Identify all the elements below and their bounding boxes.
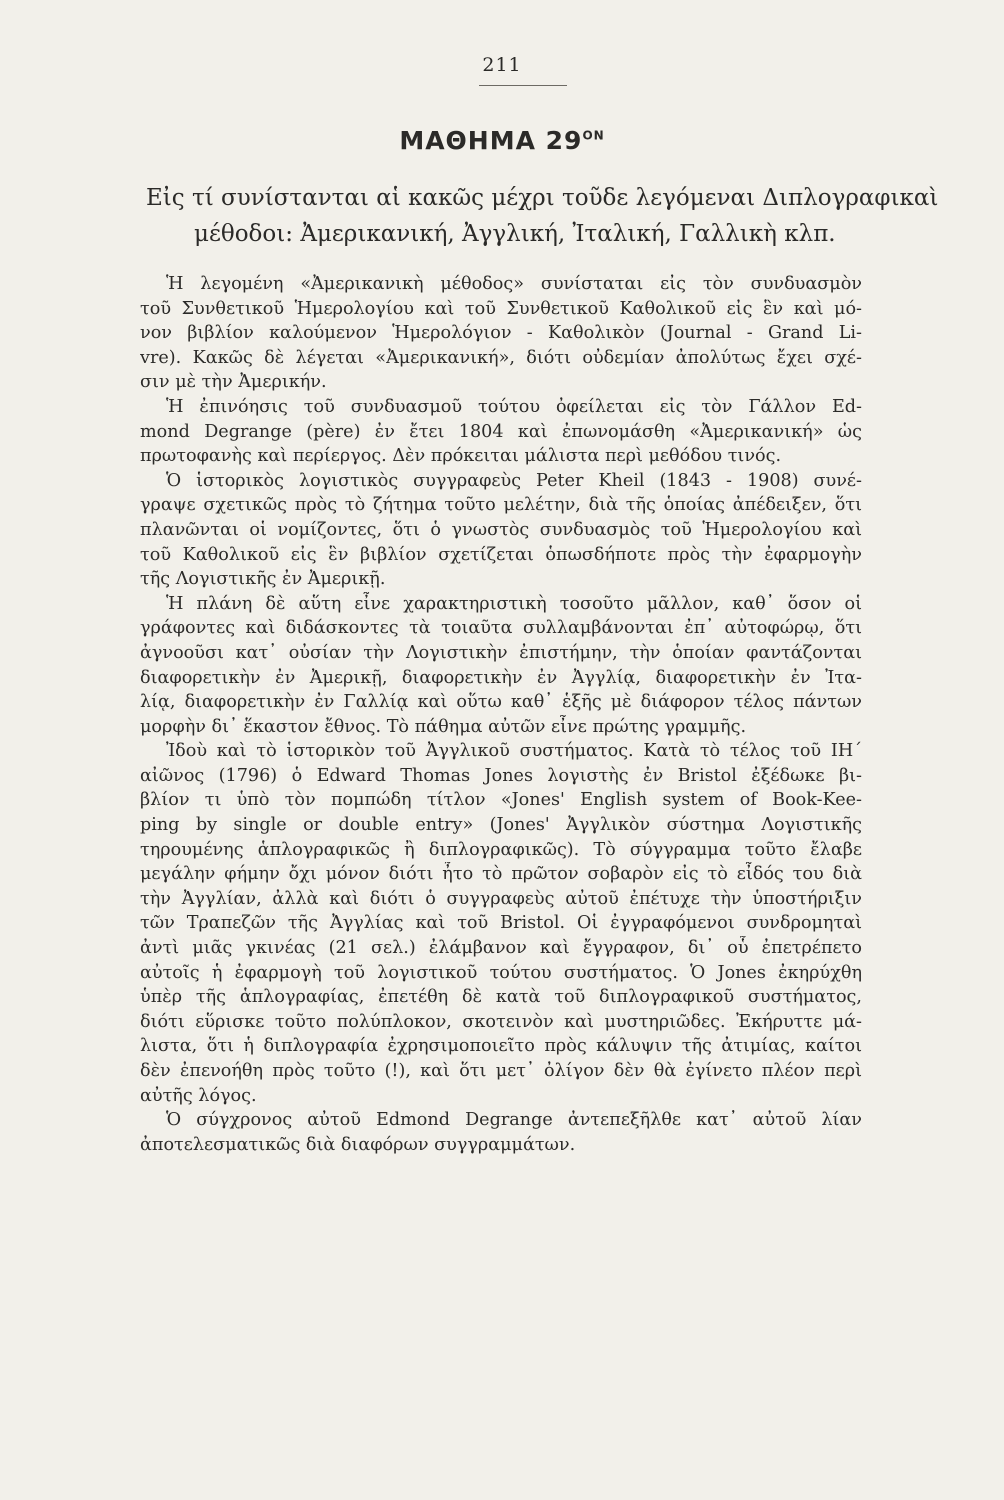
text-line: βλίον τι ὑπὸ τὸν πομπώδη τίτλον «Jones' English system of Book-Kee- <box>140 790 862 811</box>
text-line: Ἡ λεγομένη «Ἀμερικανικὴ μέθοδος» συνίσταται εἰς τὸν συνδυασμὸν <box>166 274 862 294</box>
page-number-underline <box>479 85 567 86</box>
text-line: Ὁ ἱστορικὸς λογιστικὸς συγγραφεὺς Peter Kheil (1843 - 1908) συνέ- <box>166 470 862 491</box>
text-line: γραψε σχετικῶς πρὸς τὸ ζήτημα τοῦτο μελέτην, διὰ τῆς ὁποίας ἀπέδειξεν, ὅτι <box>140 495 862 516</box>
text-line: Ἡ πλάνη δὲ αὕτη εἶνε χαρακτηριστικὴ τοσοῦτο μᾶλλον, καθ᾽ ὅσον οἱ <box>166 593 862 614</box>
body-text <box>140 272 862 1157</box>
text-line: αὐτοῖς ἡ ἐφαρμογὴ τοῦ λογιστικοῦ τούτου συστήματος. Ὁ Jones ἐκηρύχθη <box>140 962 862 983</box>
text-line: ἀγνοοῦσι κατ᾽ οὐσίαν τὴν Λογιστικὴν ἐπιστήμην, τὴν ὁποίαν φαντάζονται <box>140 642 862 663</box>
text-line: μεγάλην φήμην ὄχι μόνον διότι ἦτο τὸ πρῶτον σοβαρὸν εἰς τὸ εἶδός του διὰ <box>140 864 862 885</box>
text-line: λίᾳ, διαφορετικὴν ἐν Γαλλίᾳ καὶ οὕτω καθ᾽ ἑξῆς μὲ διάφορον τέλος πάντων <box>140 692 862 713</box>
text-line: πρωτοφανὴς καὶ περίεργος. Δὲν πρόκειται μάλιστα περὶ μεθόδου τινός. <box>140 446 782 467</box>
text-line: Ἰδοὺ καὶ τὸ ἱστορικὸν τοῦ Ἀγγλικοῦ συστήματος. Κατὰ τὸ τέλος τοῦ ΙΗ΄ <box>166 741 862 762</box>
text-line: τὴν Ἀγγλίαν, ἀλλὰ καὶ διότι ὁ συγγραφεὺς αὐτοῦ ἐπέτυχε τὴν ὑποστήριξιν <box>140 888 862 909</box>
text-line: ping by single or double entry» (Jones' Ἀγγλικὸν σύστημα Λογιστικῆς <box>140 815 862 836</box>
text-line: τηρουμένης ἁπλογραφικῶς ἢ διπλογραφικῶς). Τὸ σύγγραμμα τοῦτο ἔλαβε <box>140 839 862 860</box>
text-line: λιστα, ὅτι ἡ διπλογραφία ἐχρησιμοποιεῖτο πρὸς κάλυψιν τῆς ἀτιμίας, καίτοι <box>140 1036 862 1057</box>
lesson-title-superscript: ΟΝ <box>582 128 605 143</box>
lesson-title-text: ΜΑΘΗΜΑ 29 <box>399 126 583 155</box>
section-heading <box>146 180 939 252</box>
text-line: mond Degrange (père) ἐν ἔτει 1804 καὶ ἐπωνομάσθη «Ἀμερικανική» ὡς <box>140 421 862 442</box>
text-line: τοῦ Καθολικοῦ εἰς ἓν βιβλίον σχετίζεται ὁπωσδήποτε πρὸς τὴν ἐφαρμογὴν <box>140 544 862 565</box>
text-line: αὐτῆς λόγος. <box>140 1085 257 1106</box>
text-line: νον βιβλίον καλούμενον Ἡμερολόγιον - Καθολικὸν (Journal - Grand Li- <box>140 323 862 344</box>
text-line: γράφοντες καὶ διδάσκοντες τὰ τοιαῦτα συλλαμβάνονται ἐπ᾽ αὐτοφώρῳ, ὅτι <box>140 618 862 639</box>
text-line: τῶν Τραπεζῶν τῆς Ἀγγλίας καὶ τοῦ Bristol. Οἱ ἐγγραφόμενοι συνδρομηταὶ <box>140 913 862 934</box>
text-line: διότι εὕρισκε τοῦτο πολύπλοκον, σκοτεινὸν καὶ μυστηριῶδες. Ἐκήρυττε μά- <box>140 1011 862 1032</box>
text-line: πλανῶνται οἱ νομίζοντες, ὅτι ὁ γνωστὸς συνδυασμὸς τοῦ Ἡμερολογίου καὶ <box>140 519 862 540</box>
page-number: 211 <box>482 54 522 76</box>
text-line: Ὁ σύγχρονος αὐτοῦ Edmond Degrange ἀντεπεξῆλθε κατ᾽ αὐτοῦ λίαν <box>166 1110 862 1131</box>
text-line: σιν μὲ τὴν Ἀμερικήν. <box>140 372 327 393</box>
text-line: τοῦ Συνθετικοῦ Ἡμερολογίου καὶ τοῦ Συνθετικοῦ Καθολικοῦ εἰς ἓν καὶ μό- <box>140 298 862 319</box>
text-line: αἰῶνος (1796) ὁ Edward Thomas Jones λογιστὴς ἐν Bristol ἐξέδωκε βι- <box>140 765 862 786</box>
text-line: δὲν ἐπενοήθη πρὸς τοῦτο (!), καὶ ὅτι μετ᾽ ὀλίγον δὲν θὰ ἐγίνετο πλέον περὶ <box>140 1061 862 1081</box>
text-line: μορφὴν δι᾽ ἕκαστον ἔθνος. Τὸ πάθημα αὐτῶν εἶνε πρώτης γραμμῆς. <box>140 716 747 737</box>
heading-line: Εἰς τί συνίστανται αἱ κακῶς μέχρι τοῦδε λεγόμεναι Διπλογραφικαὶ <box>146 185 939 211</box>
text-line: vre). Κακῶς δὲ λέγεται «Ἀμερικανική», διότι οὐδεμίαν ἀπολύτως ἔχει σχέ- <box>140 347 862 368</box>
text-line: τῆς Λογιστικῆς ἐν Ἀμερικῇ. <box>140 569 386 590</box>
text-line: ὑπὲρ τῆς ἁπλογραφίας, ἐπετέθη δὲ κατὰ τοῦ διπλογραφικοῦ συστήματος, <box>140 987 862 1008</box>
heading-line: μέθοδοι: Ἀμερικανική, Ἀγγλική, Ἰταλική, Γαλλικὴ κλπ. <box>194 221 836 247</box>
text-line: Ἡ ἐπινόησις τοῦ συνδυασμοῦ τούτου ὀφείλεται εἰς τὸν Γάλλον Ed- <box>166 396 862 417</box>
text-line: διαφορετικὴν ἐν Ἀμερικῇ, διαφορετικὴν ἐν Ἀγγλίᾳ, διαφορετικὴν ἐν Ἰτα- <box>140 667 862 688</box>
lesson-title <box>0 126 1004 155</box>
text-line: ἀντὶ μιᾶς γκινέας (21 σελ.) ἐλάμβανον καὶ ἔγγραφον, δι᾽ οὗ ἐπετρέπετο <box>140 938 862 959</box>
text-line: ἀποτελεσματικῶς διὰ διαφόρων συγγραμμάτων. <box>140 1134 576 1155</box>
